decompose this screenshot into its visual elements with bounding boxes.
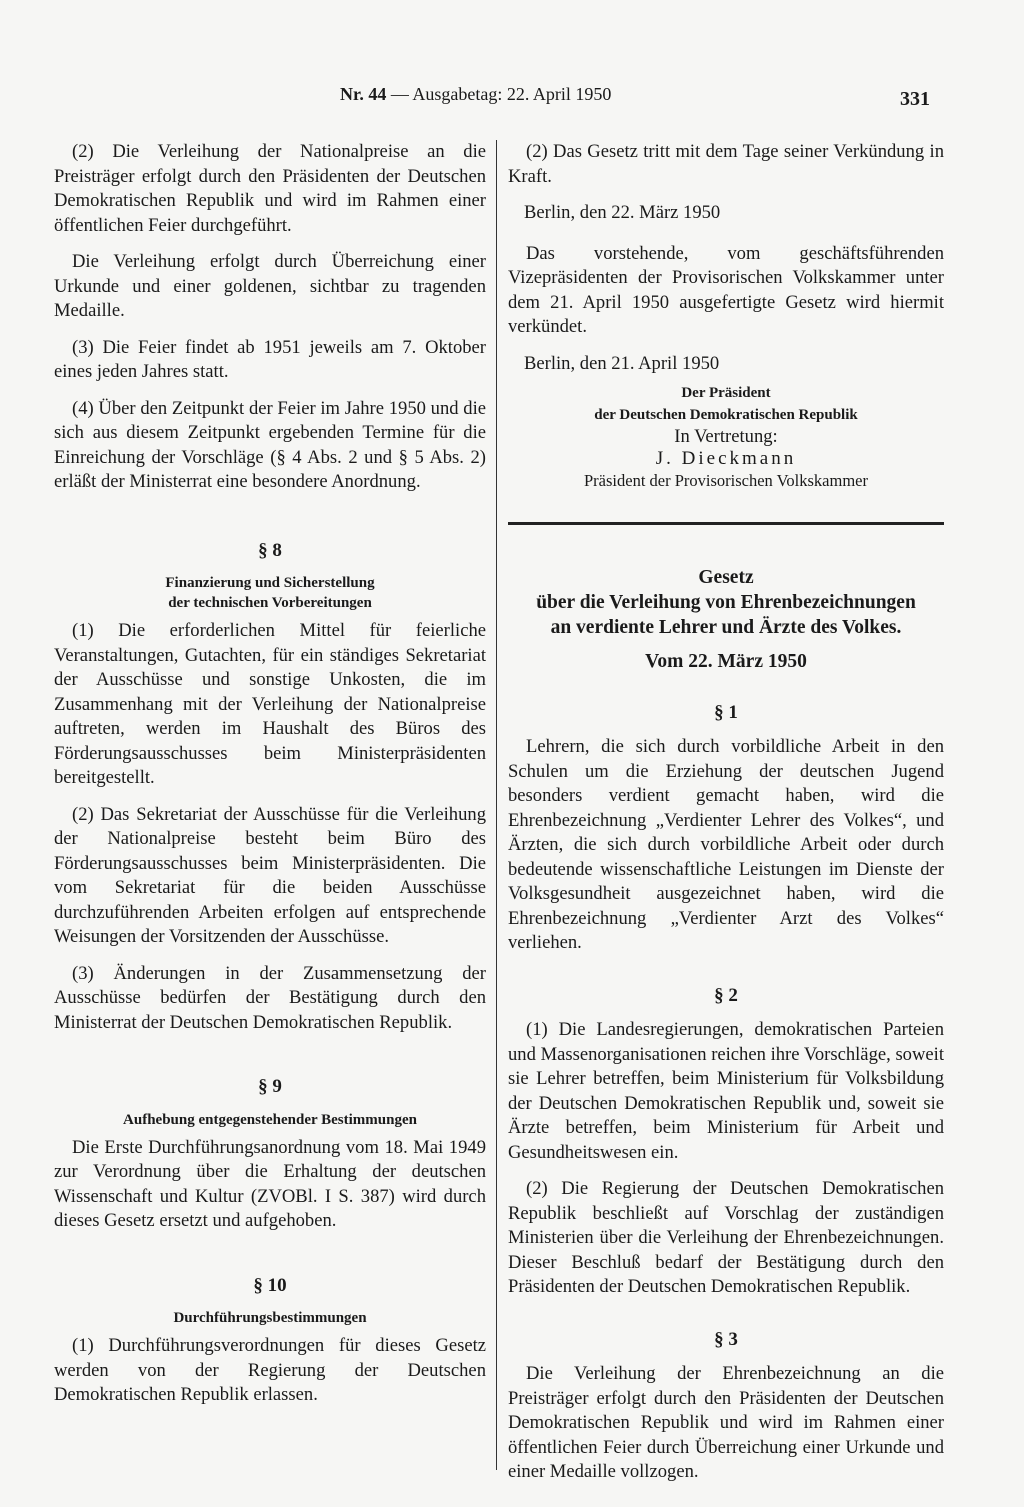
right-column [508, 140, 944, 1497]
place-date: Berlin, den 22. März 1950 [524, 202, 721, 223]
section-title-line: der technischen Vorbereitungen [168, 595, 372, 611]
signature-title: der Deutschen Demokratischen Republik [594, 407, 858, 423]
law-title [508, 565, 944, 640]
issue-number: Nr. 44 [340, 84, 387, 104]
signature-title: Der Präsident [681, 385, 771, 401]
signature-deputy: In Vertretung: [674, 426, 778, 447]
section-rule [508, 522, 944, 525]
paragraph: (4) Über den Zeitpunkt der Feier im Jahre 1950 und die sich aus diesem Zeitpunkt ergebenden Termine für die Einreichung der Vorschläge (§ 4 Abs. 2 und § 5 Abs. 2) erläßt der Ministerrat eine besondere Anordnung. [54, 397, 486, 492]
paragraph: (3) Die Feier findet ab 1951 jeweils am 7. Oktober eines jeden Jahres statt. [54, 336, 486, 382]
paragraph: (3) Änderungen in der Zusammensetzung der Ausschüsse bedürfen der Bestätigung durch den Ministerrat der Deutschen Demokratischen Republik. [54, 962, 486, 1033]
signature-block [508, 382, 944, 492]
section-heading: § 8 [258, 539, 282, 561]
section-title [54, 573, 486, 613]
section-title: Durchführungsbestimmungen [173, 1310, 367, 1326]
left-column [54, 140, 486, 1420]
signatory-role: Präsident der Provisorischen Volkskammer [584, 471, 868, 490]
paragraph: Lehrern, die sich durch vorbildliche Arbeit in den Schulen um die Erziehung der deutschen Jugend besonders verdient gemacht haben, wird die Ehrenbezeichnung „Verdienter Lehrer des Volkes“, und Ärzten, die sich durch vorbildliche Arbeit oder durch bedeutende wissenschaftliche Leistungen im Dienste der Volksgesundheit ausgezeichnet haben, wird die Ehrenbezeichnung „Verdienter Arzt des Volkes“ verliehen. [508, 736, 944, 953]
signatory-name: J. Dieckmann [655, 448, 797, 469]
section-title: Aufhebung entgegenstehender Bestimmungen [123, 1111, 417, 1128]
paragraph: (1) Durchführungsverordnungen für dieses Gesetz werden von der Regierung der Deutschen Demokratischen Republik erlassen. [54, 1335, 486, 1405]
page-number: 331 [900, 88, 930, 110]
law-title-line: an verdiente Lehrer und Ärzte des Volkes. [550, 617, 902, 638]
column-divider [496, 140, 497, 1470]
section-heading: § 1 [714, 701, 738, 723]
issue-date: — Ausgabetag: 22. April 1950 [390, 84, 612, 104]
section-heading: § 2 [714, 984, 738, 1006]
law-date: Vom 22. März 1950 [645, 651, 807, 672]
law-title-line: Gesetz [698, 567, 754, 588]
section-heading: § 3 [714, 1328, 738, 1350]
paragraph: Die Erste Durchführungsanordnung vom 18. Mai 1949 zur Verordnung über die Erhaltung der deutschen Wissenschaft und Kultur (ZVOBl. I S. 387) wird durch dieses Gesetz ersetzt und aufgehoben. [54, 1136, 486, 1231]
paragraph: (2) Die Verleihung der Nationalpreise an die Preisträger erfolgt durch den Präsidenten der Deutschen Demokratischen Republik und wird im Rahmen einer öffentlichen Feier durchgeführt. [54, 141, 486, 236]
paragraph: Die Verleihung erfolgt durch Überreichung einer Urkunde und einer goldenen, sichtbar zu tragenden Medaille. [54, 251, 486, 321]
section-title-line: Finanzierung und Sicherstellung [165, 575, 375, 591]
place-date: Berlin, den 21. April 1950 [524, 352, 720, 374]
page-header [0, 78, 1024, 108]
law-title-line: über die Verleihung von Ehrenbezeichnungen [536, 592, 916, 613]
promulgation-note: Das vorstehende, vom geschäftsführenden Vizepräsidenten der Provisorischen Volkskammer unter dem 21. April 1950 ausgefertigte Gesetz wird hiermit verkündet. [508, 242, 944, 337]
paragraph: (2) Das Sekretariat der Ausschüsse für die Verleihung der Nationalpreise besteht beim Büro des Förderungsausschusses beim Ministerpräsidenten. Die vom Sekretariat für die beiden Ausschüsse durchzuführenden Arbeiten erfolgen auf entsprechende Weisungen der Vorsitzenden der Ausschüsse. [54, 803, 486, 947]
paragraph: (1) Die Landesregierungen, demokratischen Parteien und Massenorganisationen reichen ihre Vorschläge, soweit sie Lehrer betreffen, beim Ministerium für Volksbildung der Deutschen Demokratischen Republik und, soweit sie Ärzte betreffen, beim Ministerium für Arbeit und Gesundheitswesen ein. [508, 1019, 944, 1163]
section-heading: § 9 [258, 1076, 282, 1097]
paragraph: (2) Das Gesetz tritt mit dem Tage seiner Verkündung in Kraft. [508, 141, 944, 187]
paragraph: Die Verleihung der Ehrenbezeichnung an die Preisträger erfolgt durch den Präsidenten der Deutschen Demokratischen Republik und wird im Rahmen einer öffentlichen Feier durch Überreichung einer Urkunde und einer Medaille vollzogen. [508, 1363, 944, 1482]
paragraph: (1) Die erforderlichen Mittel für feierliche Veranstaltungen, Gutachten, für ein ständiges Sekretariat der Ausschüsse und sonstige Unkosten, die im Zusammenhang mit der Verleihung der Nationalpreise auftreten, werden im Haushalt des Büros des Förderungsausschusses beim Ministerpräsidenten bereitgestellt. [54, 620, 486, 788]
section-heading: § 10 [253, 1274, 287, 1296]
paragraph: (2) Die Regierung der Deutschen Demokratischen Republik beschließt auf Vorschlag der zuständigen Ministerien über die Verleihung der Ehrenbezeichnungen. Dieser Beschluß bedarf der Bestätigung durch den Präsidenten der Deutschen Demokratischen Republik. [508, 1178, 944, 1297]
issue-line [340, 84, 611, 105]
